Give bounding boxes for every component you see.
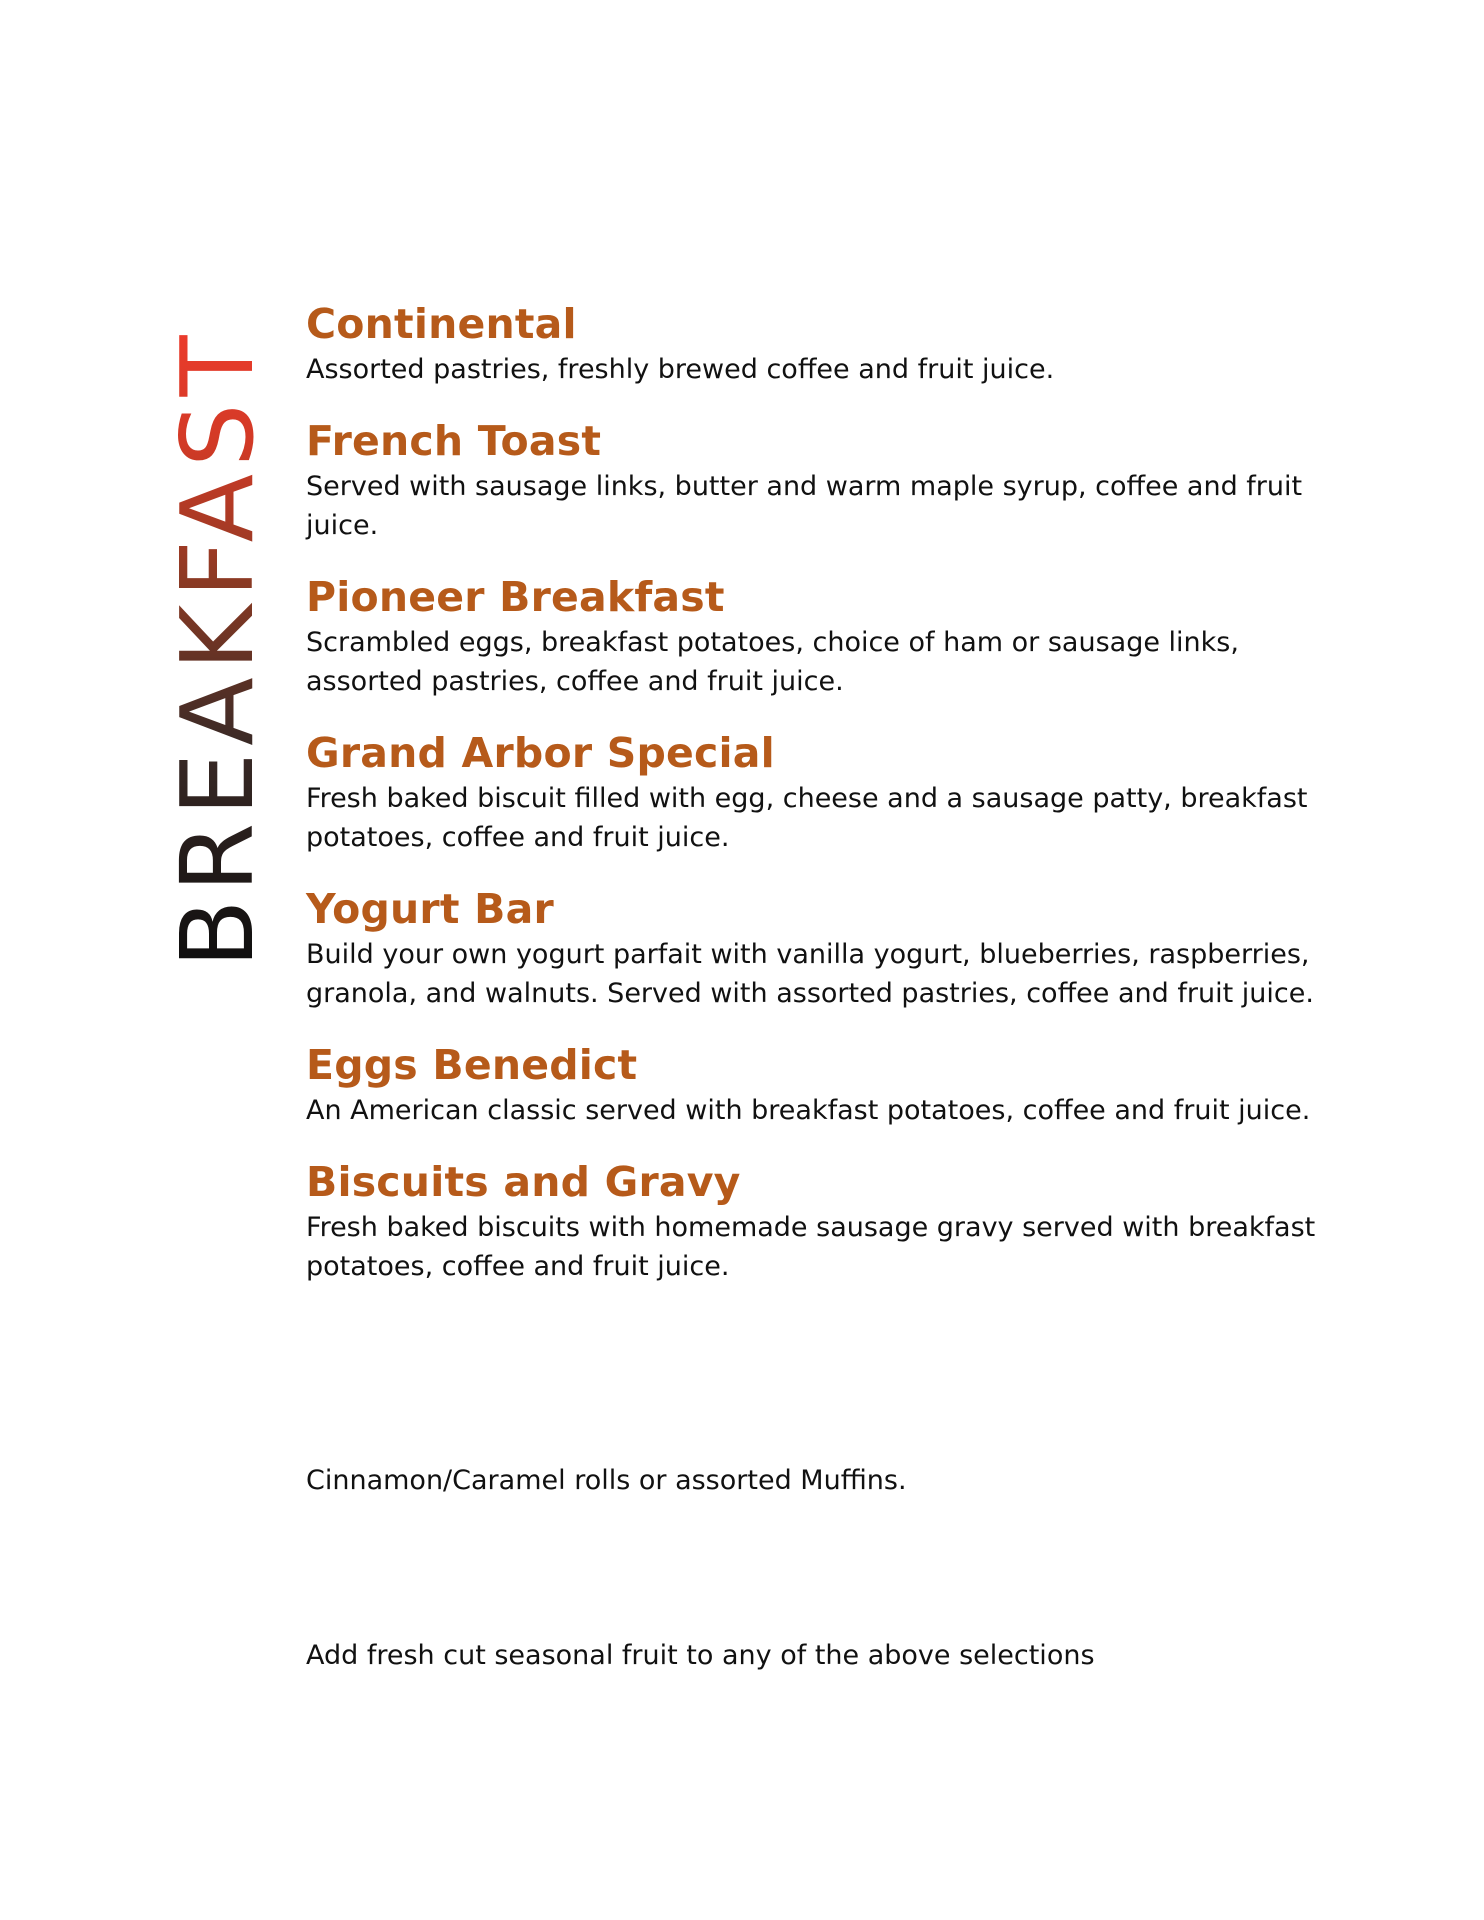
- menu-item-biscuits-and-gravy: [306, 1156, 1346, 1286]
- breakfast-vertical-title: BREAKFAST: [159, 328, 276, 968]
- menu-item-grand-arbor-special: [306, 727, 1346, 857]
- menu-item-name: French Toast: [306, 417, 602, 465]
- menu-item-pioneer-breakfast: [306, 571, 1346, 701]
- menu-item-name: Biscuits and Gravy: [306, 1158, 741, 1206]
- menu-item-description: Served with sausage links, butter and warm maple syrup, coffee and fruit juice.: [306, 471, 1303, 541]
- menu-item-description: An American classic served with breakfast potatoes, coffee and fruit juice.: [306, 1095, 1311, 1126]
- rolls-muffins-note: Cinnamon/Caramel rolls or assorted Muffins.: [306, 1465, 907, 1496]
- menu-item-description: Build your own yogurt parfait with vanilla yogurt, blueberries, raspberries, granola, and walnuts. Served with assorted pastries, coffee and fruit juice.: [306, 939, 1314, 1009]
- menu-item-name: Eggs Benedict: [306, 1041, 638, 1089]
- menu-item-french-toast: [306, 415, 1346, 545]
- seasonal-fruit-note: Add fresh cut seasonal fruit to any of the above selections: [306, 1640, 1095, 1671]
- breakfast-menu-list: [306, 298, 1346, 1312]
- menu-item-description: Assorted pastries, freshly brewed coffee and fruit juice.: [306, 354, 1055, 385]
- menu-item-name: Continental: [306, 300, 577, 348]
- menu-item-name: Yogurt Bar: [306, 885, 554, 933]
- menu-item-description: Scrambled eggs, breakfast potatoes, choice of ham or sausage links, assorted pastries, coffee and fruit juice.: [306, 627, 1239, 697]
- menu-item-description: Fresh baked biscuits with homemade sausage gravy served with breakfast potatoes, coffee and fruit juice.: [306, 1212, 1316, 1282]
- menu-item-name: Pioneer Breakfast: [306, 573, 725, 621]
- menu-item-yogurt-bar: [306, 883, 1346, 1013]
- menu-item-eggs-benedict: [306, 1039, 1346, 1130]
- menu-item-continental: [306, 298, 1346, 389]
- menu-item-name: Grand Arbor Special: [306, 729, 775, 777]
- menu-item-description: Fresh baked biscuit filled with egg, cheese and a sausage patty, breakfast potatoes, coffee and fruit juice.: [306, 783, 1308, 853]
